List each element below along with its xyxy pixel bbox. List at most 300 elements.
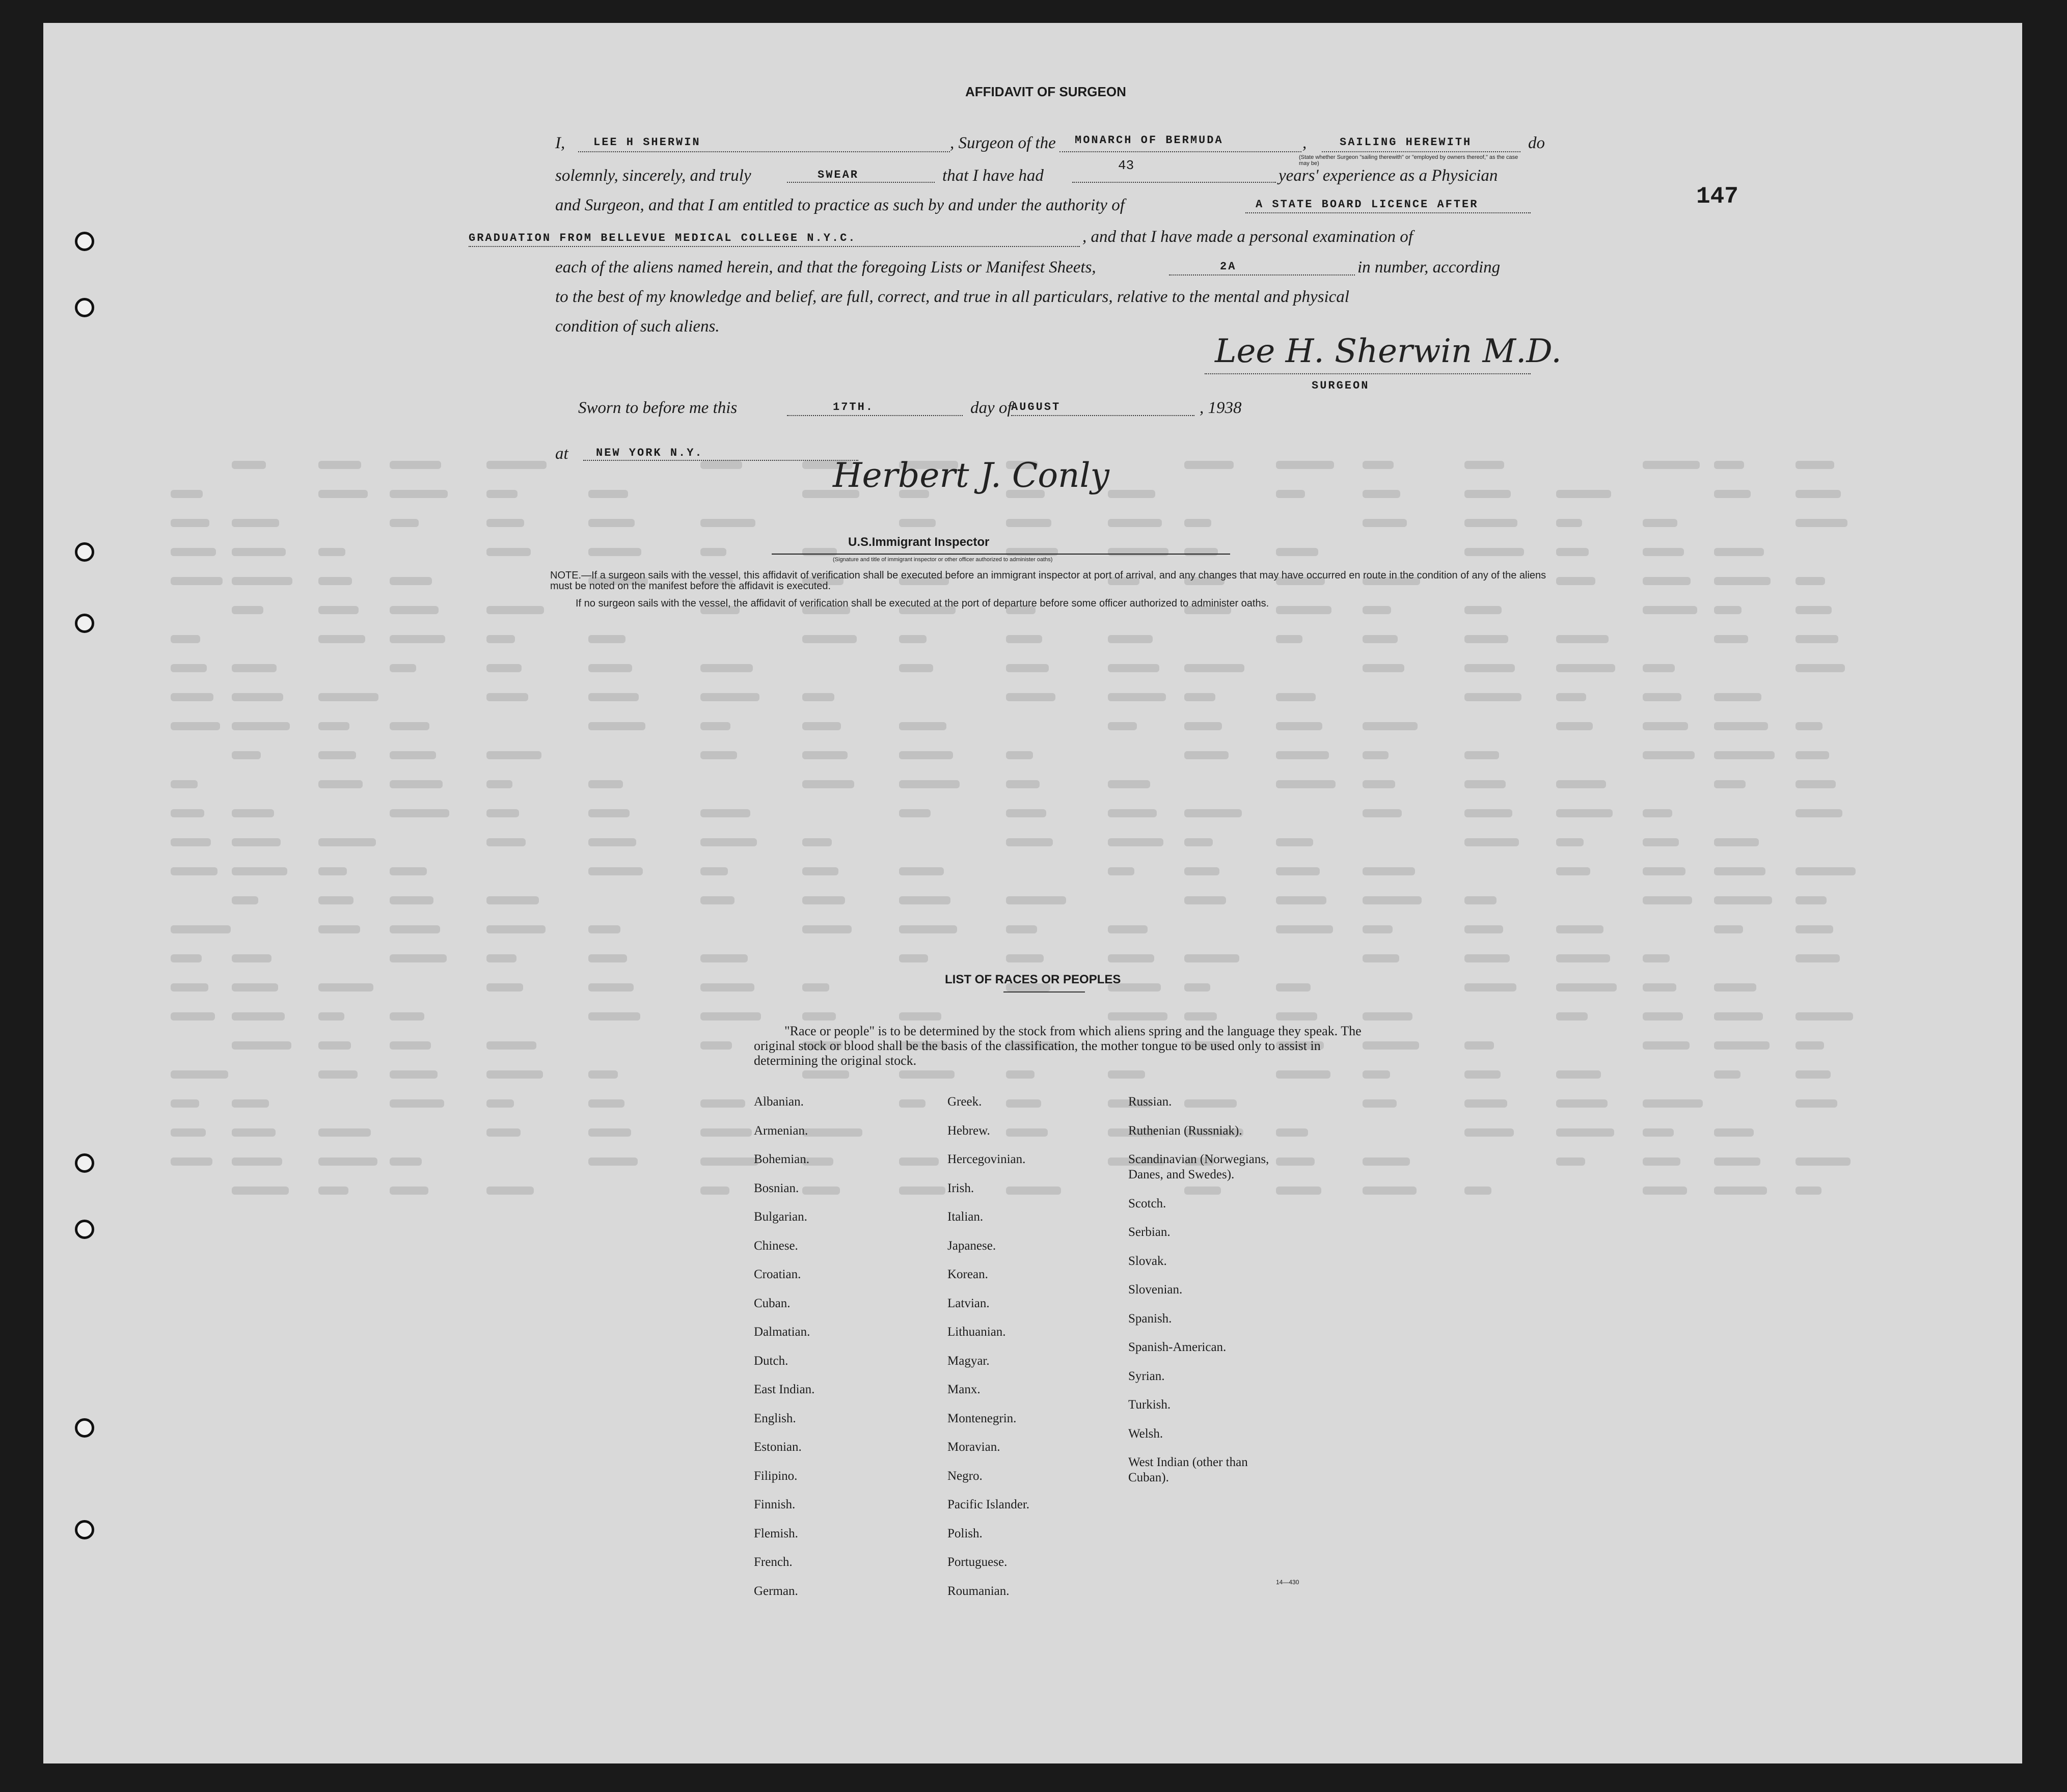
oath-type: SWEAR [818, 169, 859, 181]
ghost-mark [390, 1070, 438, 1079]
ghost-mark [1796, 1187, 1821, 1195]
ghost-mark [232, 606, 263, 614]
ghost-mark [1714, 1070, 1740, 1079]
race-entry: Spanish-American. [1128, 1340, 1227, 1354]
ghost-mark [1556, 548, 1589, 556]
ghost-mark [899, 954, 928, 962]
ghost-mark [1556, 519, 1582, 527]
ghost-mark [1556, 1012, 1588, 1021]
ghost-row [150, 867, 1992, 883]
ghost-row [150, 635, 1992, 650]
ghost-mark [700, 548, 726, 556]
ghost-mark [318, 1012, 344, 1021]
ghost-mark [802, 548, 837, 556]
ghost-mark [700, 519, 755, 527]
ghost-mark [700, 1041, 732, 1050]
ghost-mark [1643, 751, 1695, 759]
binder-hole [75, 1418, 94, 1438]
ghost-mark [700, 809, 750, 817]
ghost-mark [802, 780, 854, 788]
ghost-mark [802, 983, 829, 991]
ghost-mark [318, 577, 352, 585]
ghost-row [150, 1157, 1992, 1173]
ghost-mark [1556, 838, 1584, 846]
race-entry: English. [754, 1411, 796, 1425]
ghost-mark [1714, 1187, 1767, 1195]
ghost-mark [171, 519, 209, 527]
ghost-mark [1006, 1128, 1048, 1137]
race-entry: Dalmatian. [754, 1325, 810, 1339]
sworn-prefix: Sworn to before me this [578, 399, 738, 417]
ghost-mark [1464, 635, 1508, 643]
ghost-mark [1363, 490, 1400, 498]
binder-hole [75, 614, 94, 633]
ghost-mark [318, 548, 345, 556]
ghost-mark [588, 664, 632, 672]
ghost-mark [1796, 1099, 1837, 1108]
race-entry: Flemish. [754, 1526, 798, 1540]
ghost-row [150, 925, 1992, 941]
line2-mid: that I have had [942, 167, 1044, 185]
ghost-mark [1643, 1187, 1687, 1195]
ghost-mark [390, 896, 433, 904]
race-entry: Portuguese. [947, 1555, 1008, 1569]
ghost-mark [1276, 1157, 1315, 1166]
ghost-mark [802, 1012, 836, 1021]
ghost-mark [899, 867, 944, 875]
ghost-mark [232, 664, 277, 672]
ghost-mark [1714, 722, 1768, 730]
line1-do: do [1528, 134, 1545, 152]
ghost-mark [390, 577, 432, 585]
ghost-mark [232, 809, 274, 817]
ghost-mark [171, 1012, 215, 1021]
race-entry: Dutch. [754, 1354, 788, 1368]
ghost-mark [1006, 519, 1051, 527]
ghost-mark [700, 1099, 745, 1108]
ghost-mark [171, 577, 223, 585]
ghost-mark [1643, 461, 1700, 469]
ghost-mark [1006, 1099, 1041, 1108]
sworn-place: NEW YORK N.Y. [596, 447, 703, 459]
sworn-day-line [787, 415, 963, 416]
ghost-mark [318, 1070, 358, 1079]
ghost-mark [802, 867, 838, 875]
race-entry: Syrian. [1128, 1369, 1165, 1383]
ghost-mark [171, 838, 211, 846]
ghost-mark [899, 751, 953, 759]
ghost-mark [1184, 867, 1219, 875]
race-entry: Bulgarian. [754, 1210, 807, 1224]
ghost-mark [1363, 954, 1399, 962]
affidavit-title: AFFIDAVIT OF SURGEON [965, 84, 1126, 99]
ghost-mark [1276, 548, 1318, 556]
inspector-label: U.S.Immigrant Inspector [848, 535, 990, 549]
ghost-mark [1643, 693, 1681, 701]
ghost-mark [232, 838, 281, 846]
race-entry: Roumanian. [947, 1584, 1010, 1598]
ghost-mark [390, 606, 439, 614]
ghost-mark [588, 722, 645, 730]
race-entry: Filipino. [754, 1469, 798, 1483]
ghost-mark [390, 461, 441, 469]
ghost-mark [171, 925, 231, 933]
race-entry: Hercegovinian. [947, 1152, 1026, 1166]
ghost-mark [588, 925, 620, 933]
ghost-mark [1184, 722, 1222, 730]
ghost-mark [588, 954, 627, 962]
ghost-mark [1006, 664, 1049, 672]
ghost-mark [486, 838, 526, 846]
ghost-row [150, 780, 1992, 795]
surgeon-label: SURGEON [1312, 379, 1370, 392]
ghost-mark [1796, 780, 1836, 788]
ghost-mark [1464, 519, 1517, 527]
years-line [1072, 182, 1276, 183]
ghost-mark [588, 548, 641, 556]
line5-suffix: in number, according [1357, 258, 1501, 277]
ghost-mark [1464, 780, 1506, 788]
ghost-mark [802, 635, 857, 643]
race-entry: West Indian (other than [1128, 1455, 1248, 1469]
ghost-mark [802, 838, 832, 846]
ghost-mark [1714, 1157, 1760, 1166]
ghost-mark [1184, 896, 1226, 904]
ghost-mark [588, 635, 625, 643]
ghost-mark [1556, 722, 1593, 730]
ghost-mark [390, 954, 447, 962]
ghost-mark [171, 867, 217, 875]
ghost-mark [1363, 461, 1394, 469]
ghost-mark [1006, 838, 1053, 846]
ghost-mark [390, 664, 416, 672]
ghost-mark [318, 635, 365, 643]
ghost-row [150, 1070, 1992, 1086]
ghost-mark [1556, 490, 1611, 498]
race-entry: Polish. [947, 1526, 983, 1540]
race-entry: Turkish. [1128, 1398, 1171, 1412]
ghost-mark [232, 896, 258, 904]
ghost-mark [318, 896, 353, 904]
ghost-mark [1796, 1157, 1851, 1166]
ghost-mark [802, 693, 834, 701]
line2-suffix: years' experience as a Physician [1279, 167, 1498, 185]
ghost-mark [1643, 606, 1697, 614]
ghost-mark [1276, 780, 1336, 788]
inspector-signature-line [772, 554, 1230, 555]
ghost-mark [899, 780, 960, 788]
ghost-mark [588, 1128, 631, 1137]
ghost-mark [1796, 1070, 1831, 1079]
ghost-mark [1556, 1128, 1614, 1137]
sheet-count: 2A [1220, 260, 1237, 273]
ghost-mark [390, 635, 445, 643]
ghost-mark [486, 664, 522, 672]
race-entry: Korean. [947, 1267, 988, 1281]
sheet-count-line [1169, 274, 1355, 275]
race-entry: Hebrew. [947, 1123, 990, 1138]
ghost-mark [232, 983, 278, 991]
ghost-row [150, 548, 1992, 563]
ghost-mark [486, 780, 512, 788]
races-intro: "Race or people" is to be determined by the stock from which aliens spring and the language they speak. The original stock or blood shall be the basis of the classification, the mother tongue to be used only to assist in determining the original stock. [754, 1024, 1362, 1068]
inspector-signature: Herbert J. Conly [833, 456, 1109, 495]
ghost-mark [1363, 1041, 1419, 1050]
race-entry: Danes, and Swedes). [1128, 1168, 1235, 1181]
ghost-mark [1276, 461, 1334, 469]
ghost-mark [1276, 751, 1329, 759]
ghost-mark [232, 577, 292, 585]
ghost-mark [318, 780, 363, 788]
ghost-mark [1464, 838, 1519, 846]
ghost-mark [899, 1187, 945, 1195]
ghost-row [150, 1187, 1992, 1202]
ghost-mark [318, 751, 356, 759]
ghost-mark [588, 1012, 640, 1021]
surgeon-signature-line [1205, 373, 1531, 374]
ghost-mark [1108, 664, 1159, 672]
page-number: 147 [1696, 183, 1738, 210]
ghost-mark [1796, 751, 1829, 759]
ghost-mark [1556, 693, 1586, 701]
inspector-note: (Signature and title of immigrant inspector or other officer authorized to administer oaths) [833, 557, 1053, 563]
ghost-mark [1276, 1128, 1308, 1137]
ghost-mark [1108, 954, 1154, 962]
race-entry: Italian. [947, 1210, 984, 1224]
ghost-mark [1363, 664, 1404, 672]
ghost-mark [318, 461, 361, 469]
ghost-mark [171, 780, 198, 788]
ghost-mark [1108, 838, 1163, 846]
ghost-mark [1643, 664, 1675, 672]
ghost-mark [1714, 635, 1748, 643]
ghost-mark [1714, 751, 1775, 759]
ghost-mark [1464, 751, 1499, 759]
ghost-mark [232, 1099, 269, 1108]
binder-hole [75, 1153, 94, 1173]
ghost-mark [1184, 519, 1211, 527]
ghost-mark [1108, 1012, 1167, 1021]
race-entry: Finnish. [754, 1498, 796, 1511]
race-entry: Negro. [947, 1469, 983, 1483]
ghost-mark [1006, 693, 1055, 701]
ghost-mark [1108, 1070, 1145, 1079]
line1-mid: , Surgeon of the [950, 134, 1056, 152]
ghost-mark [1714, 548, 1764, 556]
ghost-mark [318, 490, 368, 498]
ghost-mark [486, 925, 546, 933]
ghost-mark [1556, 954, 1610, 962]
ghost-mark [700, 896, 735, 904]
ghost-row [150, 838, 1992, 853]
ghost-mark [486, 519, 524, 527]
ghost-mark [1714, 461, 1744, 469]
ghost-mark [171, 490, 203, 498]
ghost-mark [486, 548, 531, 556]
line6: to the best of my knowledge and belief, are full, correct, and true in all particulars, relative to the mental and physical [555, 288, 1349, 306]
ghost-mark [802, 925, 852, 933]
ghost-mark [899, 896, 950, 904]
ghost-mark [486, 635, 515, 643]
ghost-mark [700, 983, 754, 991]
races-title: LIST OF RACES OR PEOPLES [945, 973, 1121, 986]
ghost-mark [1796, 635, 1838, 643]
race-entry: Slovenian. [1128, 1283, 1183, 1297]
ghost-mark [1464, 693, 1521, 701]
ghost-mark [390, 751, 436, 759]
ghost-mark [899, 1070, 955, 1079]
ghost-mark [390, 780, 443, 788]
ghost-mark [1796, 519, 1847, 527]
ghost-mark [1363, 896, 1422, 904]
line1-prefix: I, [555, 134, 565, 152]
ghost-mark [1556, 867, 1590, 875]
race-entry: Spanish. [1128, 1311, 1172, 1326]
ghost-mark [700, 1128, 752, 1137]
form-number: 14—430 [1276, 1579, 1299, 1586]
ghost-row [150, 1099, 1992, 1115]
race-entry: Russian. [1128, 1095, 1172, 1109]
ghost-mark [1363, 635, 1398, 643]
ghost-mark [1464, 1128, 1514, 1137]
ghost-mark [899, 635, 927, 643]
ghost-mark [1184, 548, 1218, 556]
ghost-mark [700, 461, 742, 469]
ghost-mark [700, 1187, 729, 1195]
ghost-mark [171, 548, 216, 556]
ghost-mark [1714, 693, 1761, 701]
ghost-mark [1006, 1070, 1035, 1079]
ghost-mark [1363, 867, 1415, 875]
ghost-mark [486, 983, 523, 991]
ghost-mark [1184, 1012, 1217, 1021]
ghost-mark [318, 925, 360, 933]
ghost-mark [171, 693, 213, 701]
race-entry: Irish. [947, 1181, 974, 1195]
ghost-mark [1464, 490, 1511, 498]
ghost-mark [1714, 983, 1756, 991]
ghost-mark [232, 1187, 289, 1195]
race-entry: Slovak. [1128, 1254, 1167, 1268]
authority-line2: GRADUATION FROM BELLEVUE MEDICAL COLLEGE N.Y.C. [469, 232, 857, 244]
race-entry: Albanian. [754, 1095, 804, 1109]
race-entry: Chinese. [754, 1238, 798, 1253]
binder-hole [75, 1520, 94, 1539]
ghost-mark [588, 490, 628, 498]
ghost-mark [1108, 693, 1166, 701]
ghost-mark [1363, 1070, 1390, 1079]
ghost-mark [1006, 809, 1046, 817]
ghost-mark [1643, 954, 1670, 962]
binder-hole [75, 298, 94, 317]
ghost-mark [232, 954, 271, 962]
race-entry: Welsh. [1128, 1426, 1163, 1441]
ghost-mark [802, 1128, 862, 1137]
ghost-mark [486, 1041, 536, 1050]
ghost-mark [588, 1157, 638, 1166]
ghost-mark [171, 1157, 212, 1166]
ghost-mark [1796, 896, 1827, 904]
authority-line-2 [469, 246, 1080, 247]
ghost-mark [1556, 809, 1613, 817]
ghost-mark [1184, 809, 1242, 817]
ghost-mark [232, 1012, 285, 1021]
ghost-mark [1643, 722, 1688, 730]
authority-line1: A STATE BOARD LICENCE AFTER [1256, 198, 1479, 211]
ghost-mark [171, 1128, 206, 1137]
ghost-mark [232, 519, 279, 527]
race-entry: Bohemian. [754, 1152, 810, 1166]
ghost-mark [899, 925, 957, 933]
race-entry: Cuban. [754, 1296, 791, 1310]
ghost-mark [390, 1012, 424, 1021]
ghost-mark [588, 1099, 624, 1108]
at-label: at [555, 445, 568, 463]
ghost-mark [1276, 1187, 1321, 1195]
ghost-mark [1363, 780, 1395, 788]
ghost-mark [1276, 983, 1311, 991]
ghost-mark [486, 1070, 543, 1079]
ghost-mark [1108, 490, 1155, 498]
ghost-mark [1006, 1187, 1061, 1195]
sailing-note: (State whether Surgeon "sailing therewith" or "employed by owners thereof," as the case may be) [1299, 154, 1518, 167]
surgeon-signature: Lee H. Sherwin M.D. [1215, 333, 1562, 370]
ghost-mark [318, 867, 347, 875]
ghost-mark [171, 983, 208, 991]
ghost-mark [318, 1128, 371, 1137]
ghost-mark [486, 751, 541, 759]
ghost-mark [232, 1041, 291, 1050]
ghost-mark [1643, 983, 1676, 991]
sailing-status: SAILING HEREWITH [1340, 136, 1472, 149]
ghost-mark [390, 1187, 428, 1195]
ghost-mark [1714, 867, 1765, 875]
ghost-mark [1796, 664, 1845, 672]
race-entry: Moravian. [947, 1440, 1000, 1454]
ghost-mark [1464, 548, 1524, 556]
ghost-mark [1184, 461, 1234, 469]
note-1: NOTE.—If a surgeon sails with the vessel, this affidavit of verification shall be executed before an immigrant inspector at port of arrival, and any changes that may have occurred en route in the condition of any of the aliens must be noted on the manifest before the affidavit is executed. [550, 570, 1546, 592]
races-title-rule [1003, 991, 1085, 993]
ghost-mark [588, 809, 630, 817]
ghost-mark [1276, 722, 1322, 730]
ghost-mark [1006, 896, 1066, 904]
ghost-mark [1796, 490, 1841, 498]
ghost-mark [1556, 635, 1609, 643]
ghost-mark [1714, 1041, 1770, 1050]
ghost-mark [1643, 1157, 1680, 1166]
ghost-mark [232, 693, 283, 701]
ghost-mark [390, 490, 448, 498]
ghost-mark [390, 925, 440, 933]
ghost-mark [1796, 1012, 1853, 1021]
ghost-mark [318, 1041, 351, 1050]
ghost-mark [1184, 838, 1213, 846]
ghost-mark [486, 954, 516, 962]
ghost-mark [486, 1099, 514, 1108]
surgeon-name-line [578, 151, 950, 152]
ghost-mark [1643, 867, 1685, 875]
ghost-mark [700, 693, 759, 701]
ghost-mark [1556, 1070, 1601, 1079]
ghost-mark [1643, 1128, 1674, 1137]
ghost-mark [1276, 490, 1305, 498]
race-entry: Serbian. [1128, 1225, 1171, 1239]
ghost-mark [1184, 1099, 1237, 1108]
line7: condition of such aliens. [555, 317, 720, 336]
ghost-mark [1643, 896, 1692, 904]
ghost-mark [1276, 925, 1333, 933]
